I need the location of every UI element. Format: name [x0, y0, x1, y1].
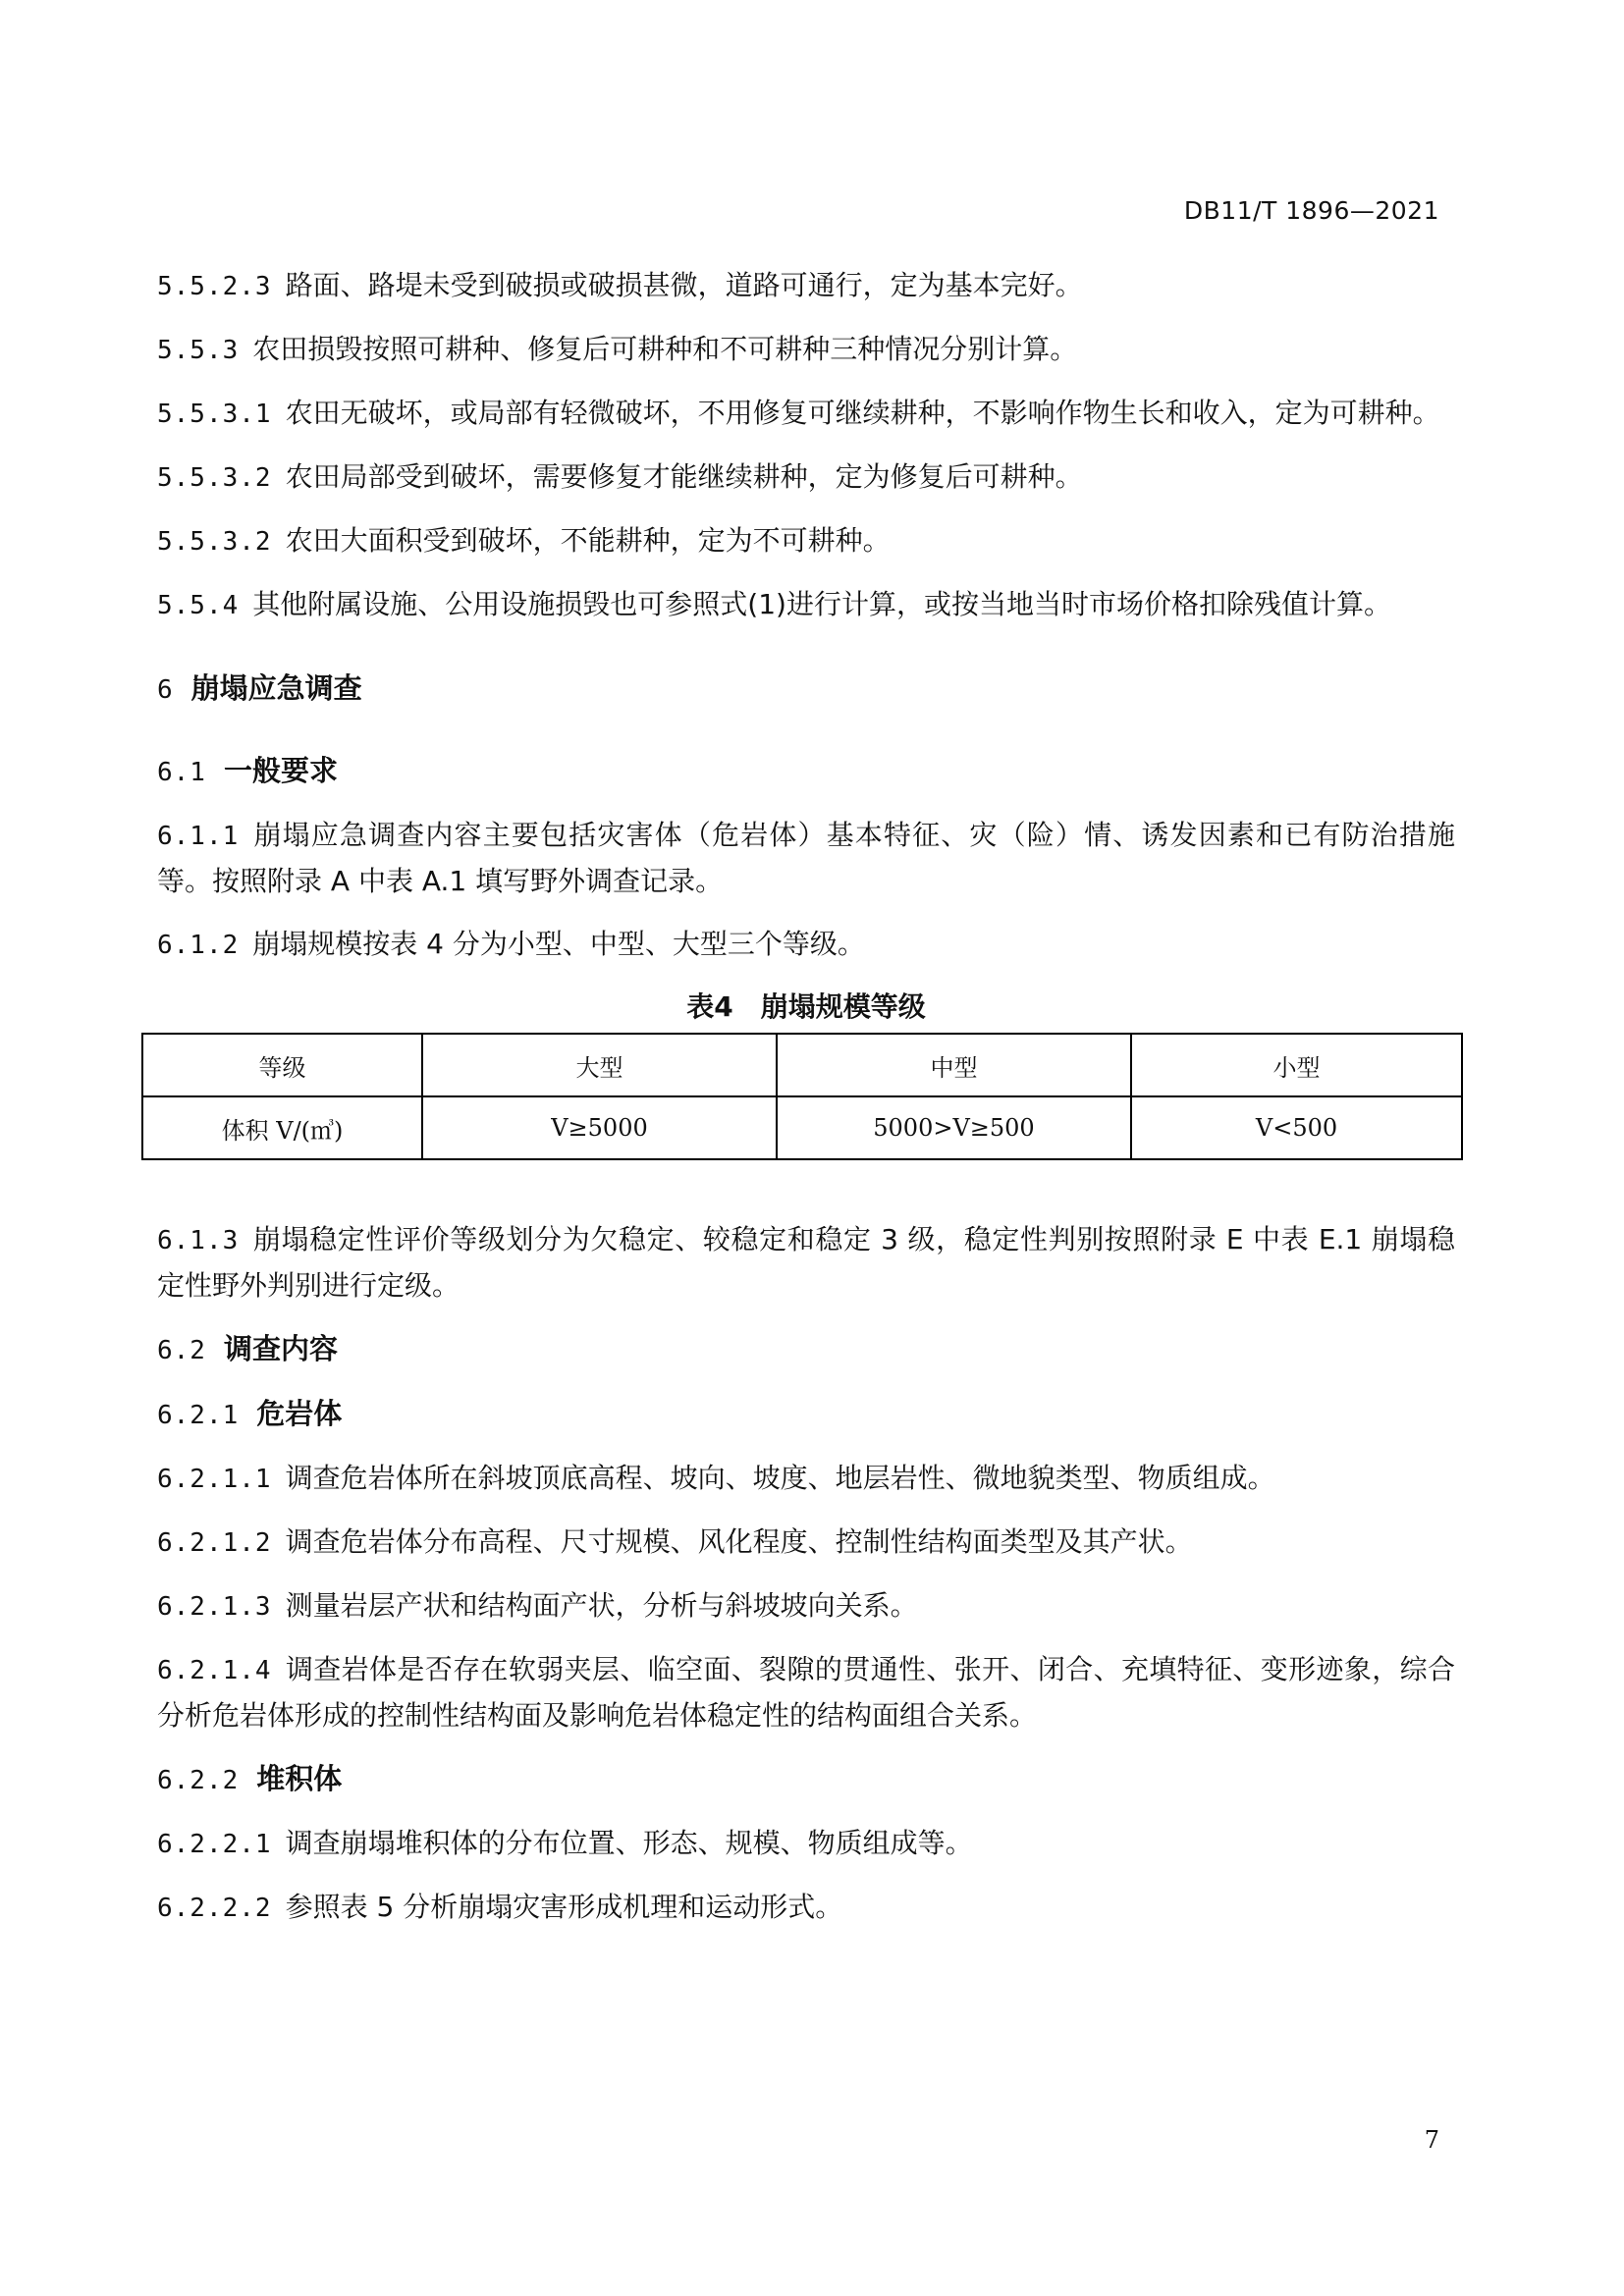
clause-5-5-2-3	[157, 263, 1455, 309]
clause-text: 农田无破坏，或局部有轻微破坏，不用修复可继续耕种，不影响作物生长和收入，定为可耕种。	[285, 397, 1440, 429]
clause-number: 5.5.3.2	[157, 527, 272, 557]
clause-number: 6.2.2.2	[157, 1894, 272, 1923]
clause-text: 调查岩体是否存在软弱夹层、临空面、裂隙的贯通性、张开、闭合、充填特征、变形迹象，综合分析危岩体形成的控制性结构面及影响危岩体稳定性的结构面组合关系。	[157, 1653, 1455, 1732]
section-number: 6.2.1	[157, 1401, 240, 1430]
clause-number: 5.5.4	[157, 591, 240, 620]
clause-number: 6.2.2.1	[157, 1830, 272, 1859]
clause-text: 调查崩塌堆积体的分布位置、形态、规模、物质组成等。	[285, 1827, 973, 1859]
section-title: 一般要求	[223, 754, 338, 787]
section-title: 堆积体	[256, 1762, 343, 1795]
section-title: 调查内容	[223, 1332, 338, 1365]
clause-text: 参照表 5 分析崩塌灾害形成机理和运动形式。	[285, 1891, 843, 1923]
clause-6-2-2-2	[157, 1885, 1455, 1931]
clause-text: 崩塌规模按表 4 分为小型、中型、大型三个等级。	[252, 928, 865, 960]
table-4-title: 表4 崩塌规模等级	[686, 990, 926, 1023]
clause-5-5-3-2b	[157, 518, 1455, 564]
clause-text: 调查危岩体分布高程、尺寸规模、风化程度、控制性结构面类型及其产状。	[285, 1525, 1193, 1558]
clause-number: 5.5.3.1	[157, 400, 272, 429]
table-cell: V≥5000	[422, 1096, 777, 1159]
page-number: 7	[1424, 2126, 1439, 2154]
section-number: 6.2.2	[157, 1766, 240, 1795]
clause-6-2-2-1	[157, 1821, 1455, 1867]
clause-6-2-1-2	[157, 1520, 1455, 1566]
clause-6-2-1-3	[157, 1583, 1455, 1629]
clause-number: 6.2.1.4	[157, 1656, 272, 1685]
section-number: 6.2	[157, 1336, 206, 1365]
clause-6-1-3	[157, 1217, 1455, 1308]
clause-5-5-3	[157, 327, 1455, 373]
clause-5-5-3-2a	[157, 454, 1455, 501]
clause-text: 崩塌应急调查内容主要包括灾害体（危岩体）基本特征、灾（险）情、诱发因素和已有防治措施等。按照附录 A 中表 A.1 填写野外调查记录。	[157, 819, 1455, 897]
section-6-2-1-heading	[157, 1391, 1455, 1438]
clause-text: 测量岩层产状和结构面产状，分析与斜坡坡向关系。	[285, 1589, 918, 1622]
clause-6-1-1	[157, 813, 1455, 904]
collapse-scale-table	[141, 1033, 1463, 1160]
table-header-cell: 小型	[1131, 1034, 1462, 1096]
clause-6-1-2	[157, 922, 1455, 968]
clause-text: 农田局部受到破坏，需要修复才能继续耕种，定为修复后可耕种。	[285, 460, 1083, 493]
clause-text: 崩塌稳定性评价等级划分为欠稳定、较稳定和稳定 3 级，稳定性判别按照附录 E 中表 E.1 崩塌稳定性野外判别进行定级。	[157, 1223, 1455, 1302]
document-code-header: DB11/T 1896—2021	[1183, 196, 1439, 225]
clause-5-5-3-1	[157, 391, 1455, 437]
page-body	[157, 263, 1455, 1949]
chapter-6-heading	[157, 666, 1455, 713]
table-header-cell: 中型	[777, 1034, 1131, 1096]
clause-text: 调查危岩体所在斜坡顶底高程、坡向、坡度、地层岩性、微地貌类型、物质组成。	[285, 1462, 1275, 1494]
clause-text: 其他附属设施、公用设施损毁也可参照式(1)进行计算，或按当地当时市场价格扣除残值计算。	[252, 588, 1391, 620]
section-number: 6.1	[157, 758, 206, 787]
clause-text: 农田大面积受到破坏，不能耕种，定为不可耕种。	[285, 524, 891, 557]
clause-number: 5.5.2.3	[157, 272, 272, 301]
table-cell: 5000>V≥500	[777, 1096, 1131, 1159]
section-6-1-heading	[157, 748, 1455, 795]
clause-number: 5.5.3	[157, 336, 240, 365]
clause-6-2-1-1	[157, 1456, 1455, 1502]
table-cell: 体积 V/(㎥)	[142, 1096, 422, 1159]
table-row	[142, 1096, 1462, 1159]
chapter-title: 崩塌应急调查	[190, 671, 362, 705]
clause-5-5-4	[157, 582, 1455, 628]
clause-number: 6.1.3	[157, 1226, 240, 1255]
section-6-2-heading	[157, 1326, 1455, 1373]
table-cell: V<500	[1131, 1096, 1462, 1159]
section-title: 危岩体	[256, 1397, 343, 1430]
clause-text: 农田损毁按照可耕种、修复后可耕种和不可耕种三种情况分别计算。	[252, 333, 1078, 365]
clause-number: 6.2.1.2	[157, 1528, 272, 1558]
clause-6-2-1-4	[157, 1647, 1455, 1738]
clause-number: 6.1.2	[157, 931, 240, 960]
clause-number: 5.5.3.2	[157, 463, 272, 493]
clause-number: 6.2.1.3	[157, 1592, 272, 1622]
clause-number: 6.2.1.1	[157, 1465, 272, 1494]
clause-number: 6.1.1	[157, 822, 240, 851]
table-header-cell: 大型	[422, 1034, 777, 1096]
table-header-cell: 等级	[142, 1034, 422, 1096]
table-header-row	[142, 1034, 1462, 1096]
chapter-number: 6	[157, 675, 174, 705]
clause-text: 路面、路堤未受到破损或破损甚微，道路可通行，定为基本完好。	[285, 269, 1083, 301]
section-6-2-2-heading	[157, 1756, 1455, 1803]
